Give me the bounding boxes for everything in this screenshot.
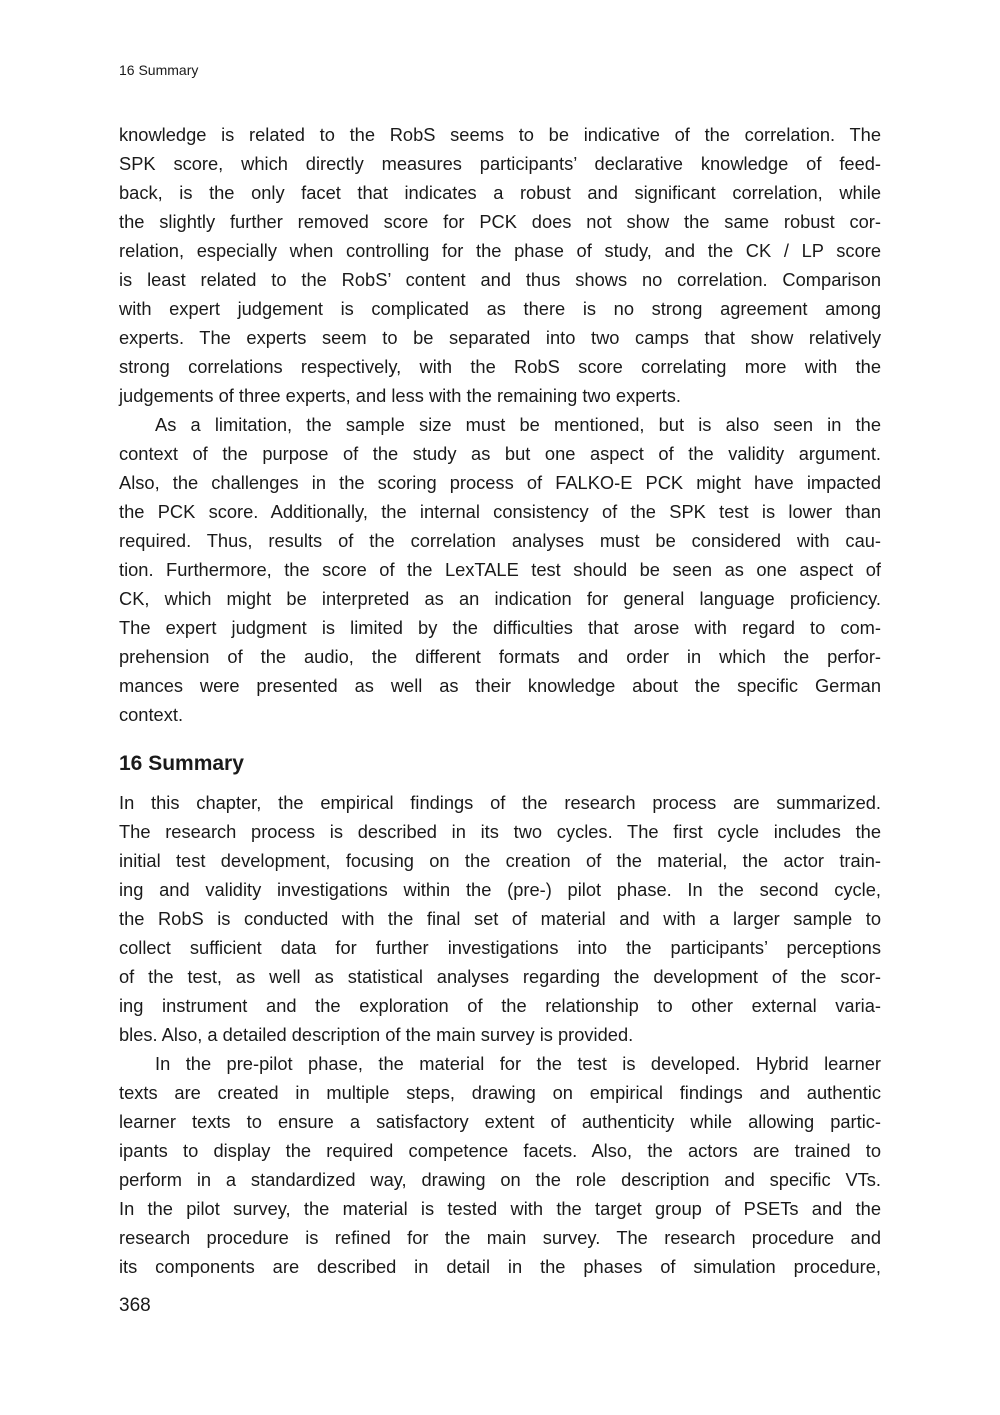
text-line: required. Thus, results of the correlation analyses must be considered with cau-	[119, 530, 881, 551]
text-line: Also, the challenges in the scoring process of FALKO-E PCK might have impacted	[119, 472, 881, 493]
text-line: ing instrument and the exploration of the relationship to other external varia-	[119, 995, 881, 1016]
text-line: prehension of the audio, the different formats and order in which the perfor-	[119, 646, 881, 667]
text-line: SPK score, which directly measures participants’ declarative knowledge of feed-	[119, 153, 881, 174]
text-line: context.	[119, 704, 184, 725]
text-line: back, is the only facet that indicates a robust and significant correlation, while	[119, 182, 881, 203]
text-line: tion. Furthermore, the score of the LexTALE test should be seen as one aspect of	[119, 559, 881, 580]
text-line: of the test, as well as statistical analyses regarding the development of the scor-	[119, 966, 881, 987]
text-line: the PCK score. Additionally, the internal consistency of the SPK test is lower than	[119, 501, 881, 522]
body-text-bottom	[119, 788, 881, 1281]
text-line: the RobS is conducted with the final set of material and with a larger sample to	[119, 908, 881, 929]
text-line: its components are described in detail in the phases of simulation procedure,	[119, 1256, 881, 1277]
text-line: research procedure is refined for the main survey. The research procedure and	[119, 1227, 881, 1248]
text-line: strong correlations respectively, with the RobS score correlating more with the	[119, 356, 881, 377]
running-head: 16 Summary	[119, 62, 199, 78]
text-line: initial test development, focusing on the creation of the material, the actor train-	[119, 850, 881, 871]
text-line: the slightly further removed score for PCK does not show the same robust cor-	[119, 211, 881, 232]
text-line: mances were presented as well as their knowledge about the specific German	[119, 675, 881, 696]
text-line: is least related to the RobS’ content and thus shows no correlation. Comparison	[119, 269, 881, 290]
text-line: with expert judgement is complicated as there is no strong agreement among	[119, 298, 881, 319]
text-line: As a limitation, the sample size must be mentioned, but is also seen in the	[155, 414, 881, 435]
page-number: 368	[119, 1295, 151, 1316]
text-line: collect sufficient data for further investigations into the participants’ perceptions	[119, 937, 881, 958]
text-line: The research process is described in its two cycles. The first cycle includes the	[119, 821, 881, 842]
text-line: In the pre-pilot phase, the material for the test is developed. Hybrid learner	[155, 1053, 881, 1074]
text-line: learner texts to ensure a satisfactory extent of authenticity while allowing partic-	[119, 1111, 881, 1132]
paragraph	[119, 1049, 881, 1281]
text-line: In this chapter, the empirical findings of the research process are summarized.	[119, 792, 881, 813]
paragraph	[119, 120, 881, 410]
paragraph	[119, 410, 881, 729]
text-line: judgements of three experts, and less with the remaining two experts.	[119, 385, 681, 406]
text-line: knowledge is related to the RobS seems to be indicative of the correlation. The	[119, 124, 881, 145]
section-heading: 16 Summary	[119, 752, 244, 775]
text-line: The expert judgment is limited by the difficulties that arose with regard to com-	[119, 617, 881, 638]
paragraph	[119, 788, 881, 1049]
text-line: bles. Also, a detailed description of the main survey is provided.	[119, 1024, 634, 1045]
text-line: ing and validity investigations within the (pre-) pilot phase. In the second cycle,	[119, 879, 881, 900]
body-text-top	[119, 120, 881, 729]
text-line: texts are created in multiple steps, drawing on empirical findings and authentic	[119, 1082, 881, 1103]
text-line: CK, which might be interpreted as an indication for general language proficiency.	[119, 588, 881, 609]
text-line: In the pilot survey, the material is tested with the target group of PSETs and the	[119, 1198, 881, 1219]
text-line: context of the purpose of the study as but one aspect of the validity argument.	[119, 443, 881, 464]
text-line: ipants to display the required competence facets. Also, the actors are trained to	[119, 1140, 881, 1161]
text-line: perform in a standardized way, drawing on the role description and specific VTs.	[119, 1169, 881, 1190]
text-line: experts. The experts seem to be separated into two camps that show relatively	[119, 327, 881, 348]
text-line: relation, especially when controlling for the phase of study, and the CK / LP score	[119, 240, 881, 261]
